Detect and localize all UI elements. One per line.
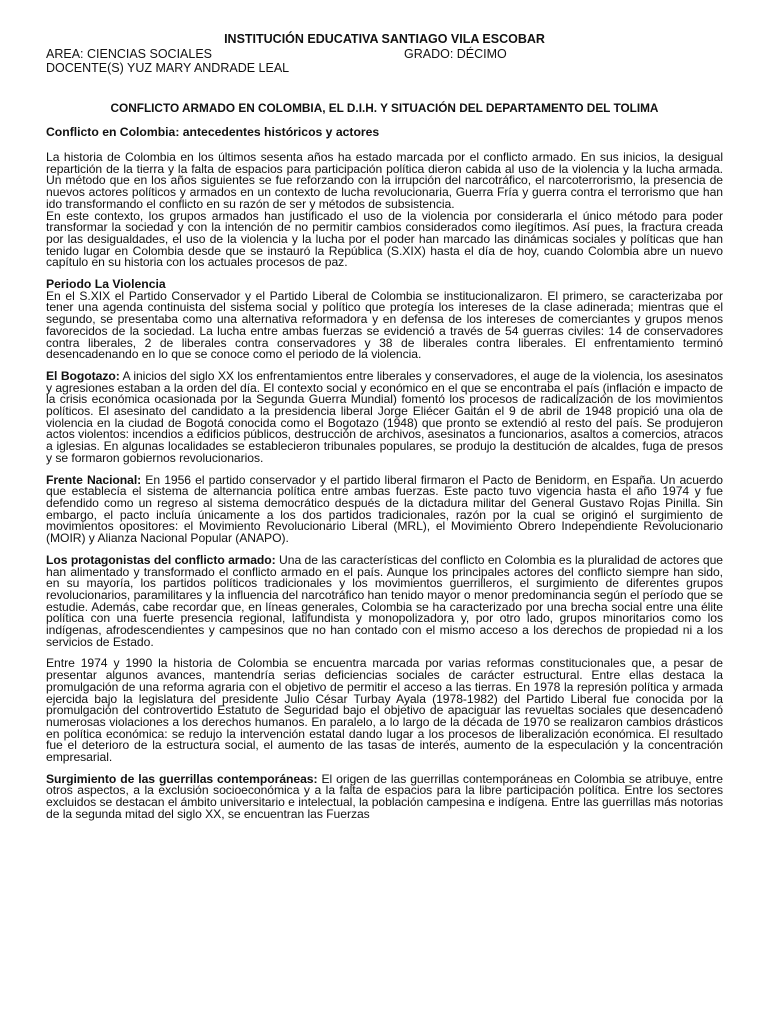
protagonistas-heading: Los protagonistas del conflicto armado: — [46, 552, 276, 567]
violencia-heading: Periodo La Violencia — [46, 277, 166, 292]
guerrillas-text: El origen de las guerrillas contemporáneas en Colombia se atribuye, entre otros aspectos, a la exclusión socioeconómica y a la falta de espacios para la libre participación política. Entre los sectores excluidos se destacan el ámbito universitario e intelectual, la población campesina e indígena. Entre las guerrillas más notorias de la segunda mitad del siglo XX, se encuentran las Fuerzas — [46, 771, 724, 821]
document-page — [46, 32, 723, 821]
area-label: AREA: CIENCIAS SOCIALES — [46, 47, 213, 61]
bogotazo-text: A inicios del siglo XX los enfrentamientos entre liberales y conservadores, el auge de la violencia, los asesinatos y agresiones estaban a la orden del día. El contexto social y económico en el que se encontraba el país (inflación e impacto de la crisis económica ocasionada por la Segunda Guerra Mundial) fomentó los procesos de radicalización de los movimientos políticos. El asesinato del candidato a la presidencia liberal Jorge Eliécer Gaitán el 9 de abril de 1948 propició una ola de violencia en la ciudad de Bogotá conocida como el Bogotazo (1948) que pronto se extendió al resto del país. Se produjeron actos violentos: incendios a edificios públicos, destrucción de archivos, asesinatos a funcionarios, asaltos a comercios, atracos a iglesias. En algunas localidades se establecieron tribunales populares, se produjo la destitución de alcaldes, fuga de presos y se formaron gobiernos revolucionarios. — [46, 368, 723, 465]
frente-text: En 1956 el partido conservador y el partido liberal firmaron el Pacto de Benidorm, en España. Un acuerdo que establecía el sistema de alternancia política entre ambas fuerzas. Este pacto tuvo vigencia hasta el año 1974 y fue defendido como un regreso al sistema democrático después de la dictadura militar del General Gustavo Rojas Pinilla. Sin embargo, el pacto incluía únicamente a los dos partidos tradicionales, razón por la cual se originó el surgimiento de movimientos opositores: el Movimiento Revolucionario Liberal (MRL), el Movimiento Obrero Independiente Revolucionario (MOIR) y Alianza Nacional Popular (ANAPO). — [46, 472, 723, 546]
paragraph-frente-nacional — [46, 472, 723, 546]
grade-label: GRADO: DÉCIMO — [404, 47, 507, 61]
paragraph-bogotazo — [46, 368, 723, 465]
paragraph-intro-2: En este contexto, los grupos armados han justificado el uso de la violencia por considerarla el único método para poder transformar la sociedad y con la intención de no permitir cambios considerados como ilegítimos. Así pues, la fractura creada por las desigualdades, el uso de la violencia y la lucha por el poder han marcado las dinámicas sociales y políticas que han tenido lugar en Colombia desde que se instauró la República (S.XIX) hasta el día de hoy, cuando Colombia abre un nuevo capítulo en su historia con los actuales procesos de paz. — [46, 208, 723, 270]
paragraph-intro-1: La historia de Colombia en los últimos sesenta años ha estado marcada por el conflicto armado. En sus inicios, la desigual repartición de la tierra y la falta de espacios para participación política dieron cabida al uso de la violencia y la lucha armada. Un método que en los años siguientes se fue reforzando con la irrupción del narcotráfico, el narcoterrorismo, la presencia de nuevos actores políticos y armados en un contexto de lucha revolucionaria, Guerra Fría y guerra contra el terrorismo que han ido transformando el conflicto en su razón de ser y métodos de subsistencia. — [46, 150, 723, 211]
document-title: CONFLICTO ARMADO EN COLOMBIA, EL D.I.H. Y SITUACIÓN DEL DEPARTAMENTO DEL TOLIMA — [110, 101, 659, 115]
paragraph-protagonistas — [46, 552, 723, 649]
paragraph-guerrillas — [46, 771, 724, 821]
frente-heading: Frente Nacional: — [46, 472, 142, 487]
teacher-label: DOCENTE(S) YUZ MARY ANDRADE LEAL — [46, 61, 290, 75]
bogotazo-heading: El Bogotazo: — [46, 368, 120, 383]
area-grade-row — [46, 47, 723, 61]
section-title: Conflicto en Colombia: antecedentes históricos y actores — [46, 125, 380, 139]
guerrillas-heading: Surgimiento de las guerrillas contemporáneas: — [46, 771, 318, 786]
protagonistas-text: Una de las características del conflicto en Colombia es la pluralidad de actores que han alimentado y transformado el conflicto armado en el país. Aunque los principales actores del conflicto siempre han sido, en su mayoría, los partidos políticos tradicionales y los movimientos guerrilleros, el surgimiento de diferentes grupos revolucionarios, paramilitares y la influencia del narcotráfico han tenido mayor o menor predominancia según el período que se estudie. Además, cabe recordar que, en líneas generales, Colombia se ha caracterizado por una brecha social entre una élite política con una fuerte presencia regional, latifundista y monopolizadora y, por otro lado, grupos minoritarios como los indígenas, afrodescendientes y campesinos que no han contado con el mismo acceso a los derechos de propiedad ni a los servicios de Estado. — [46, 552, 723, 649]
school-name: INSTITUCIÓN EDUCATIVA SANTIAGO VILA ESCOBAR — [224, 32, 545, 46]
paragraph-reformas: Entre 1974 y 1990 la historia de Colombia se encuentra marcada por varias reformas constitucionales que, a pesar de presentar algunos avances, mantendría serias deficiencias sociales de carácter estructural. Entre ellas destaca la promulgación de una reforma agraria con el objetivo de permitir el acceso a las tierras. En 1978 la represión política y armada ejercida bajo la legislatura del presidente Julio César Turbay Ayala (1978-1982) del Partido Liberal fue conocida por la promulgación del controvertido Estatuto de Seguridad bajo el objetivo de apaciguar las revueltas sociales que desencadenó numerosas violaciones a los derechos humanos. En paralelo, a lo largo de la década de 1970 se realizaron cambios drásticos en política económica: se redujo la intervención estatal dando lugar a los procesos de liberalización económica. El resultado fue el deterioro de la estructura social, el aumento de las tasas de interés, aumento de la especulación y la concentración empresarial. — [46, 656, 723, 765]
paragraph-violencia: En el S.XIX el Partido Conservador y el Partido Liberal de Colombia se institucionalizaron. El primero, se caracterizaba por tener una agenda continuista del sistema social y político que protegía los intereses de la clase adinerada; mientras que el segundo, se presentaba como una alternativa reformadora y en defensa de los intereses de comerciantes y grupos menos favorecidos de la sociedad. La lucha entre ambas fuerzas se evidenció a través de 54 guerras civiles: 14 de conservadores contra liberales, 2 de liberales contra conservadores y 38 de liberales contra liberales. El enfrentamiento terminó desencadenando en lo que se conoce como el periodo de la violencia. — [46, 288, 723, 362]
